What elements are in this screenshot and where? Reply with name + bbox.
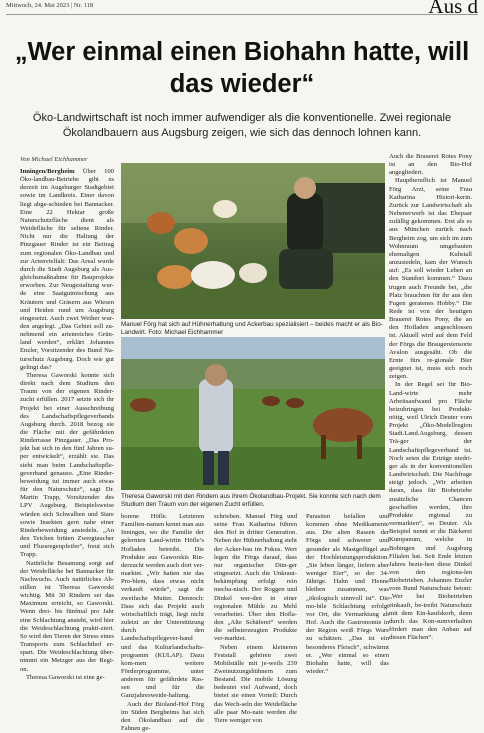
subheadline: Öko-Landwirtschaft ist noch immer aufwendiger als die konventionelle. Zwei regionale Ökolandbauern aus Augsburg zeigen, wie sich das dennoch lohnen kann.: [32, 112, 452, 139]
article-column-2: [121, 513, 204, 733]
article-column-5: [389, 153, 472, 718]
paragraph: schrieben. Manuel Förg und seine Frau Katharina führen den Hof in dritter Generation. Neben der Hühnerhaltung steht der Acker-bau im Fokus. Wert legen die Förgs darauf, dass nur organischer Dün-ger eingesetzt. Auch die Unkraut-bekämpfung erfolgt rein mecha-nisch. Der Roggen und Dinkel wer-den in einer regionalen Mühle zu Mehl verarbeitet. Über den Hofla-den „Alte Schäferei“ werden die selbsterzeugten Produkte ver-marktet.: [214, 513, 297, 643]
paragraph: Auch der Bioland-Hof Förg im Süden Bergheims hat sich den Ökolandbau auf die Fahnen ge-: [121, 700, 204, 733]
article-column-4: [306, 513, 389, 718]
paragraph: Parasiten befallen und kommen ohne Medikamente aus. Die alten Rassen der Förgs sind schwerer und gesunder als Mastgeflügel aus der Hochleistungsproduktion. „Sie leben länger, liefern aber weniger Eier“, so der 34-Jährige. Hahn und Henne bleiben zusammen, was „ökologisch sinnvoll ist“. Die mo-bile Schlachtung erfolgt vor Ort, die Vermarktung ab Hof. Auch die Gastronomie in der Region weiß Förgs Ware zu schätzen. „Das ist ein besonderes Fleisch“, schwärmt er. „Wer einmal so einen Biohahn hatte, will das wieder.“: [306, 513, 389, 675]
paragraph: Hauptberuflich ist Manuel Förg Arzt, seine Frau Katharina Histori-kerin. Zurück zur Landwirtschaft als Nebenerwerb ist das Ehepaar zufällig gekommen. Erst als es aus München zurück nach Bergheim zog, um sich im zum Wohnraum umgebauten ehemaligen Kuhstall anzusiedeln, kam der Wunsch auf: „Es soll wieder Leben an den Standort kommen.“ Dazu trugen auch Freunde bei, „die Platz brauchten für ihr aus den Fugen geratenes Hobby.“ Die Rede ist von der heutigen Brauerei Rotes Pony, die an den Hofladen angeschlossen ist. Aktuell wird auf dem Feld der Förgs die Braugerstensorte Avalon ausgesäht. Ob die Ernte fürs re-gionale Bier geeignet ist, muss sich noch zeigen.: [389, 177, 472, 381]
byline: Von Michael Eichhammer: [20, 156, 88, 163]
paragraph: In der Regel sei für Bio-Land-wirte mehr Arbeitsaufwand pro Fläche beizubringen bei Produkt-nötig, weil Ulrich Deuter vom Projekt „Öko-Modellregion Stadt.Land.Augsburg, dessen Trä-ger der Landschaftspflegeverband ist. Noch seien die Erträge niedri-ger als in der konventionellen Landwirtschaft. Die Nachfrage steigt jedoch. „Wir arbeiten daran, dass für Biobetriebe zusätzliche Chancen geschaffen werden, ihre Produkte regional zu vermarkten“, so Deuter. Als Beispiel nennt er die Bäckerei Kumpanum, welche in Bobingen und Augsburg Filialen hat. Seit Ende letzten Jahres bezie-hen diese Dinkel von den regiona-len Biobetrieben. Johannes Enzler vom Bund Naturschutz betont: „Wer bei Biobetrieben einkauft, be-treibt Naturschutz mit dem Ein-kaufskorb, denn durch das Kon-sumverhalten fördert man den Anbau auf diesen Flächen“.: [389, 381, 472, 642]
article-column-1: [20, 168, 114, 716]
photo-caption-2: Theresa Gaworski mit den Rindern aus ihrem Ökolandbau-Projekt. Sie konnte sich nach dem Studium den Traum von der eigenen Zucht erfüllen.: [121, 493, 381, 509]
paragraph: Über 100 Öko-landbau-Betriebe gibt es derzeit im Augsburger Stadtgebiet sowie im Landkreis. Einer davon liegt abge-schieden bei Bannacker. Eine 22 Hektar große Naturschutzfläche dient als Weidefläche für seltene Rinder. Nicht nur die Haltung der Pinzgauer Rinder ist ein Beitrag zum regionalen Öko-Landbau und zur Artenvielfalt: Das Areal wurde durch die Stadt Augsburg als Aus-gleichsmaßnahme für Bauprojekte erworben. Zur Neugestaltung wur-de eine Saatgutmischung aus Kräutern und Gräsern aus Wiesen und Heiden rund um Augsburg eingesetzt. Auch zwei Weiher wur-den angelegt. „Das Gebiet soll zu-nehmend ein artenreiches Grün-land werden“, erklärt Johannes Enzler, Vorsitzender des Bund Na-turschutz Augsburg. Doch wie gut gelingt das?: [20, 168, 114, 371]
photo-caption-1: Manuel Förg hat sich auf Hühnerhaltung und Ackerbau spezialisiert – beides macht er als Bio-Landwirt. Foto: Michael Eichhammer: [121, 321, 383, 337]
paragraph: borene Höfle. Letzteren Familien-namen kennt man aus Inningen, wo die Familie der gelernten Land-wirtin Höfle’s Hofladen betreibt. Die Produkte aus Gaworskis Rin-derzucht werden auch dort ver-marktet. „Wir hatten nie das Pro-blem, dass etwas nicht verkauft würde“, sagt die zweifache Mutter. Dennoch: Dass sich das Projekt auch wirtschaftlich trägt, liegt nicht zuletzt an der Unterstützung durch den Landschaftspflegever-band und das Kulturlandschafts-programm (KULAP). Dazu kom-men weitere Förderprogramme, unter anderem für gefährdete Ras-sen und für die Ganzjahresweide-haltung.: [121, 513, 204, 700]
section-title: Aus d: [428, 0, 478, 18]
paragraph: Auch die Brauerei Rotes Pony ist an den Bio-Hof angegliedert.: [389, 153, 472, 177]
photo-farmer-chickens: [121, 163, 385, 319]
dateline: Inningen/Bergheim: [20, 168, 75, 175]
article-column-3: [214, 513, 297, 724]
photo-credit: Foto: Michael Eichhammer: [148, 329, 224, 337]
date-line: Mittwoch, 24. Mai 2023 | Nr. 118: [6, 2, 94, 9]
page-header: [6, 0, 478, 18]
paragraph: Theresa Gaworski ist eine ge-: [26, 673, 105, 681]
photo-woman-cattle: [121, 337, 385, 490]
headline: „Wer einmal einen Biohahn hatte, will das wieder“: [14, 38, 470, 98]
paragraph: Natürliche Besamung sorgt auf der Weidefläche bei Bannacker für Nachwuchs. Auch natürliches Ab-stillen ist Theresa Gaworski wichtig. Mit 30 Rindern sei das Maximum erreicht, so Gaworski. Wenn drei- bis fünfmal pro Jahr eine Schlachtung ansteht, wird hier die Weideschlachtung prakti-ziert. So wird den Tieren der Stress eines Transports zum Schlachthof er-spart. Die Weideschlachtung über-nimmt ein Metzger aus der Regi-on.: [20, 559, 114, 673]
paragraph: Neben einem kleineren Feststall gehören zwei Mobilställe mit je-weils 239 Zweinutzungshühnern zum Bestand. Die mobile Lösung bedeutet viel Aufwand, doch bietet sie einen Vorteil: Durch das Wech-seln der Weidefläche alle paar Mo-nate werden die Tiere weniger von: [214, 643, 297, 724]
paragraph: Theresa Gaworski konnte sich direkt nach dem Studium den Traum von der eigenen Rinder-zucht erfüllen. 2017 setzte sich ihr Projekt bei einer Ausschreibung des Landschaftspflegeverbands Augsburg durch. 2018 bezog sie die Fläche mit der gefährdeten Rinderrasse Pinzgauer. „Das Pro-jekt hat sich in den fünf Jahren su-per entwickelt“, erzählt sie. Das sieht man beim Landschaftspfle-geverband genauso. „Eine Rinder-beweidung tut immer auch etwas für den Naturschutz“, sagt Dr. Martin Trapp, Vorsitzender des LPV Augsburg. Beispielsweise würden sich Schwalben und Stare sowie Insekten gern nahe einer Rinderbeweidung ansiedeln. „An den Teichen brüten Zwergtaucher und Flussregenpfeifer“, freut sich Trapp.: [20, 371, 114, 559]
